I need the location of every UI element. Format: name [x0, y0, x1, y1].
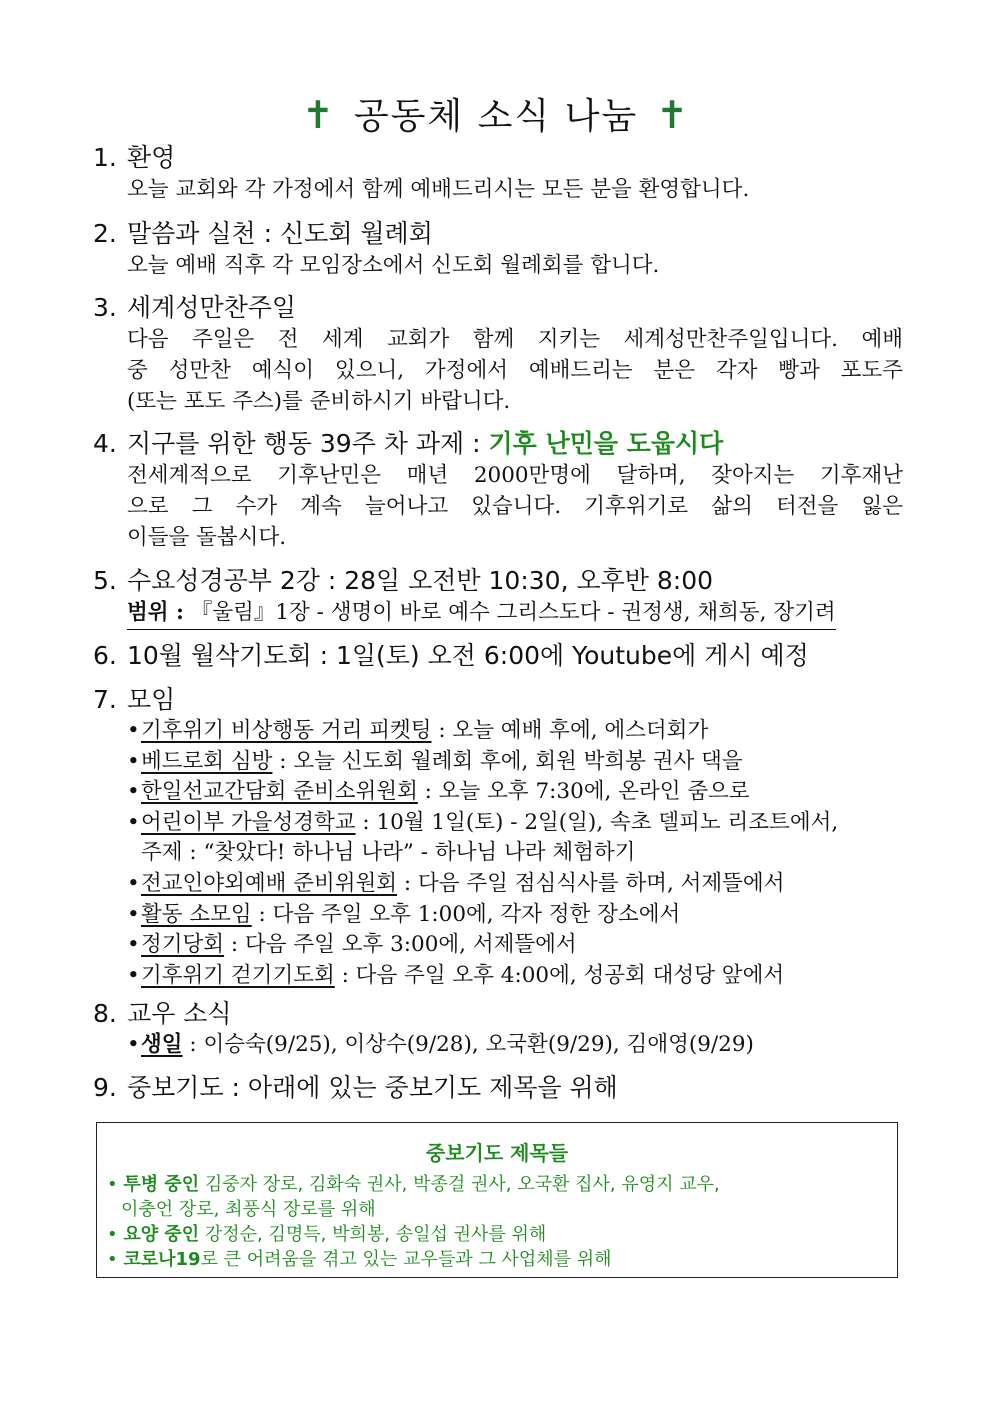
meeting-detail: : 다음 주일 오후 3:00에, 서제뜰에서 — [224, 932, 577, 958]
prayer-item-bold: 요양 중인 — [123, 1224, 200, 1245]
meeting-detail: : 다음 주일 점심식사를 하며, 서제뜰에서 — [397, 870, 785, 896]
section-number: 6. — [93, 641, 117, 670]
meeting-name: 정기당회 — [141, 932, 225, 958]
section-number: 9. — [93, 1073, 117, 1102]
list-item: •활동 소모임 : 다음 주일 오후 1:00에, 각자 정한 장소에서 — [127, 901, 681, 927]
section-heading: 세계성만찬주일 — [127, 293, 297, 322]
section-heading: 수요성경공부 2강 : 28일 오전반 10:30, 오후반 8:00 — [127, 566, 714, 595]
list-item: •어린이부 가을성경학교 : 10월 1일(토) - 2일(일), 속초 델피노 리조트에서, — [127, 809, 839, 835]
cross-icon: ✝ — [301, 93, 336, 137]
meeting-name: 한일선교간담회 준비소위원회 — [141, 779, 418, 805]
section-heading: 환영 — [127, 143, 176, 172]
meeting-detail: : 오늘 신도회 월례회 후에, 회원 박희봉 권사 댁을 — [272, 748, 743, 774]
section-number: 3. — [93, 293, 117, 322]
meeting-detail: : 오늘 예배 후에, 에스더회가 — [431, 718, 709, 743]
section-bible-study — [93, 565, 903, 630]
section-world-communion — [93, 292, 903, 417]
section-heading: 모임 — [127, 685, 176, 714]
prayer-box — [96, 1122, 898, 1278]
cross-icon: ✝ — [656, 93, 690, 137]
section-body-line: 이들을 돌봅시다. — [127, 525, 287, 550]
list-item-continuation — [93, 838, 903, 869]
section-heading: 말씀과 실천 : 신도회 월례회 — [127, 219, 433, 248]
list-item: •기후위기 걷기기도회 : 다음 주일 오후 4:00에, 성공회 대성당 앞에서 — [127, 962, 785, 988]
meeting-name: 전교인야외예배 준비위원회 — [141, 870, 398, 896]
section-earth-action — [93, 428, 903, 553]
section-body-line: 오늘 예배 직후 각 모임장소에서 신도회 월례회를 합니다. — [127, 253, 660, 278]
page-title-text: 공동체 소식 나눔 — [353, 96, 639, 137]
list-item: •생일 : 이승숙(9/25), 이상수(9/28), 오국환(9/29), 김애영(9/29) — [127, 1032, 754, 1057]
prayer-item-bold: 코로나19 — [123, 1249, 201, 1270]
meeting-name: 기후위기 비상행동 거리 피켓팅 — [141, 718, 432, 743]
range-text: 『울림』1장 - 생명이 바로 예수 그리스도다 - 권정생, 채희동, 장기려 — [190, 600, 836, 625]
section-body-line: 으로 그 수가 계속 늘어나고 있습니다. 기후위기로 삶의 터전을 잃은 — [127, 494, 903, 519]
meeting-detail: 주제 : “찾았다! 하나님 나라” - 하나님 나라 체험하기 — [141, 840, 636, 866]
section-body-line: 다음 주일은 전 세계 교회가 함께 지키는 세계성만찬주일입니다. 예배 — [127, 327, 903, 352]
section-word-practice — [93, 218, 903, 281]
list-item-continuation: 이충언 장로, 최풍식 장로를 위해 — [121, 1199, 376, 1220]
list-item: •정기당회 : 다음 주일 오후 3:00에, 서제뜰에서 — [127, 932, 577, 958]
section-number: 2. — [93, 219, 117, 248]
list-item: •베드로회 심방 : 오늘 신도회 월례회 후에, 회원 박희봉 권사 댁을 — [127, 748, 743, 774]
meeting-detail: : 다음 주일 오후 1:00에, 각자 정한 장소에서 — [251, 901, 681, 927]
meeting-name: 어린이부 가을성경학교 — [141, 809, 356, 835]
range-label: 범위 : — [127, 600, 184, 625]
section-heading-highlight: 기후 난민을 도웁시다 — [488, 429, 724, 458]
section-welcome — [93, 142, 903, 205]
section-body-line: 오늘 교회와 각 가정에서 함께 예배드리시는 모든 분을 환영합니다. — [127, 177, 750, 202]
section-heading: 중보기도 : 아래에 있는 중보기도 제목을 위해 — [127, 1073, 618, 1102]
prayer-item-text: 로 큰 어려움을 겪고 있는 교우들과 그 사업체를 위해 — [200, 1249, 612, 1270]
prayer-box-title: 중보기도 제목들 — [425, 1141, 569, 1165]
meeting-detail: : 다음 주일 오후 4:00에, 성공회 대성당 앞에서 — [334, 962, 785, 988]
section-heading: 지구를 위한 행동 39주 차 과제 : — [127, 429, 489, 458]
meeting-detail: : 10월 1일(토) - 2일(일), 속초 델피노 리조트에서, — [355, 809, 839, 835]
list-item: • 코로나19로 큰 어려움을 겪고 있는 교우들과 그 사업체를 위해 — [107, 1249, 612, 1270]
section-body-line: 중 성만찬 예식이 있으니, 가정에서 예배드리는 분은 각자 빵과 포도주 — [127, 358, 903, 383]
section-number: 5. — [93, 566, 117, 595]
section-number: 4. — [93, 429, 117, 458]
list-item: • 요양 중인 강정순, 김명득, 박희봉, 송일섭 권사를 위해 — [107, 1224, 547, 1245]
section-number: 8. — [93, 999, 117, 1028]
list-item: •한일선교간담회 준비소위원회 : 오늘 오후 7:30에, 온라인 줌으로 — [127, 779, 750, 805]
section-meetings — [93, 684, 903, 991]
list-item: •전교인야외예배 준비위원회 : 다음 주일 점심식사를 하며, 서제뜰에서 — [127, 870, 785, 896]
prayer-item-text: 강정순, 김명득, 박희봉, 송일섭 권사를 위해 — [199, 1224, 547, 1245]
section-intercession — [93, 1072, 903, 1104]
section-number: 7. — [93, 685, 117, 714]
section-number: 1. — [93, 143, 117, 172]
section-body-line: 전세계적으로 기후난민은 매년 2000만명에 달하며, 잦아지는 기후재난 — [127, 463, 903, 488]
list-item: • 투병 중인 김중자 장로, 김화숙 권사, 박종걸 권사, 오국환 집사, 유영지 교우, — [107, 1174, 720, 1195]
section-member-news — [93, 998, 903, 1061]
birthday-label: 생일 — [141, 1032, 183, 1057]
prayer-list — [97, 1172, 897, 1272]
meeting-detail: : 오늘 오후 7:30에, 온라인 줌으로 — [417, 779, 750, 805]
section-body-line: (또는 포도 주스)를 준비하시기 바랍니다. — [127, 389, 511, 414]
section-heading: 10월 월삭기도회 : 1일(토) 오전 6:00에 Youtube에 게시 예정 — [127, 641, 809, 670]
section-monthly-prayer — [93, 640, 903, 672]
birthday-text: : 이승숙(9/25), 이상수(9/28), 오국환(9/29), 김애영(9/29) — [182, 1032, 754, 1057]
page-title — [0, 88, 992, 139]
prayer-item-text: 김중자 장로, 김화숙 권사, 박종걸 권사, 오국환 집사, 유영지 교우, — [199, 1174, 720, 1195]
meeting-name: 베드로회 심방 — [141, 748, 273, 774]
meeting-name: 기후위기 걷기기도회 — [141, 962, 335, 988]
meeting-name: 활동 소모임 — [141, 901, 252, 927]
list-item: •기후위기 비상행동 거리 피켓팅 : 오늘 예배 후에, 에스더회가 — [127, 718, 709, 743]
prayer-item-bold: 투병 중인 — [123, 1174, 200, 1195]
section-heading: 교우 소식 — [127, 999, 232, 1028]
